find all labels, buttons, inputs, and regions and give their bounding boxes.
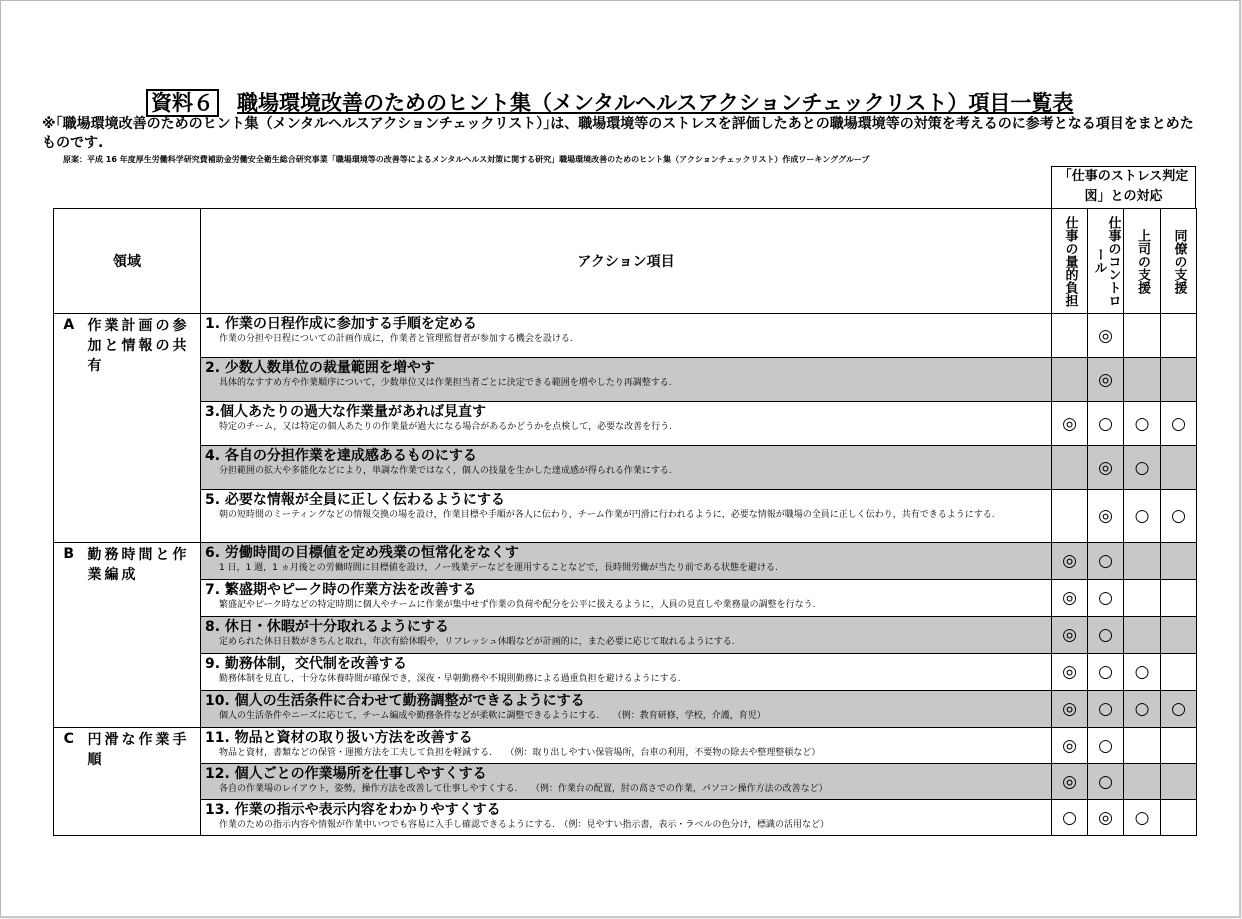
action-desc: 1 日，1 週，1 ヵ月後との労働時間に目標値を設け，ノー残業デーなどを運用することなどで，長時間労働が当たり前である状態を避ける. (219, 563, 778, 573)
table-row (54, 314, 1197, 358)
action-title: 7. 繁盛期やピーク時の作業方法を改善する (205, 582, 477, 598)
mark-peer (1161, 654, 1197, 691)
mark-control: ◎ (1088, 314, 1124, 358)
mark-workload (1052, 358, 1088, 402)
mark-control: ○ (1088, 617, 1124, 654)
domain-letter: C (54, 728, 84, 836)
action-item (201, 543, 1052, 580)
action-title: 13. 作業の指示や表示内容をわかりやすくする (205, 802, 501, 818)
mark-boss (1124, 314, 1161, 358)
domain-name: 勤務時間と作業編成 (84, 543, 201, 728)
mark-workload: ◎ (1052, 728, 1088, 764)
mark-peer (1161, 358, 1197, 402)
mark-workload: ◎ (1052, 402, 1088, 446)
mark-workload (1052, 446, 1088, 490)
mark-boss: ○ (1124, 654, 1161, 691)
mark-control: ○ (1088, 764, 1124, 800)
mark-boss: ○ (1124, 490, 1161, 543)
mark-boss (1124, 580, 1161, 617)
mark-peer: ○ (1161, 490, 1197, 543)
action-desc: 朝の短時間のミーティングなどの情報交換の場を設け，作業目標や手順が各人に伝わり，チーム作業が円滑に行われるように，必要な情報が職場の全員に正しく伝わり，共有できるようにする. (219, 510, 995, 520)
header-peer-label: 同僚の支援 (1171, 228, 1187, 294)
domain-letter: A (54, 314, 84, 543)
header-control (1088, 209, 1124, 314)
action-checklist-table (53, 208, 1197, 836)
header-row (54, 209, 1197, 314)
action-item (201, 691, 1052, 728)
action-item (201, 728, 1052, 764)
action-item (201, 617, 1052, 654)
action-title: 11. 物品と資材の取り扱い方法を改善する (205, 730, 473, 746)
action-desc: 各自の作業場のレイアウト，姿勢，操作方法を改善して仕事しやすくする. （例：作業台の配置，肘の高さでの作業，パソコン操作方法の改善など） (219, 784, 828, 794)
mark-control: ○ (1088, 543, 1124, 580)
title-box-label: 資料６ (146, 89, 219, 117)
domain-name: 作業計画の参加と情報の共有 (84, 314, 201, 543)
domain-name: 円滑な作業手順 (84, 728, 201, 836)
table-row (54, 490, 1197, 543)
table-row (54, 358, 1197, 402)
mark-control: ◎ (1088, 800, 1124, 836)
mark-boss: ○ (1124, 402, 1161, 446)
table-row (54, 764, 1197, 800)
table-row (54, 446, 1197, 490)
table-row (54, 617, 1197, 654)
table-row (54, 580, 1197, 617)
mark-peer (1161, 543, 1197, 580)
action-item (201, 490, 1052, 543)
action-desc: 物品と資材，書類などの保管・運搬方法を工夫して負担を軽減する. （例：取り出しやすい保管場所，台車の利用，不要物の除去や整理整頓など） (219, 748, 821, 758)
header-peer-support (1161, 209, 1197, 314)
action-item (201, 580, 1052, 617)
mark-peer (1161, 314, 1197, 358)
table-row (54, 402, 1197, 446)
action-desc: 具体的なすすめ方や作業順序について，少数単位又は作業担当者ごとに決定できる範囲を増やしたり再調整する. (219, 378, 672, 388)
mark-peer (1161, 764, 1197, 800)
action-item (201, 654, 1052, 691)
mark-peer (1161, 446, 1197, 490)
header-boss-support (1124, 209, 1161, 314)
action-item (201, 446, 1052, 490)
action-desc: 分担範囲の拡大や多能化などにより，単調な作業ではなく，個人の技量を生かした達成感が得られる作業にする. (219, 466, 672, 476)
domain-letter: B (54, 543, 84, 728)
action-item (201, 314, 1052, 358)
action-title: 5. 必要な情報が全員に正しく伝わるようにする (205, 492, 505, 508)
mark-control: ○ (1088, 402, 1124, 446)
mark-workload: ◎ (1052, 654, 1088, 691)
action-title: 6. 労働時間の目標値を定め残業の恒常化をなくす (205, 545, 519, 561)
action-item (201, 800, 1052, 836)
mark-workload (1052, 490, 1088, 543)
source-note: 原案：平成 16 年度厚生労働科学研究費補助金労働安全衛生総合研究事業「職場環境等の改善等によるメンタルヘルス対策に関する研究」職場環境改善のためのヒント集（アクションチェックリスト）作成ワーキンググループ (63, 155, 870, 164)
mark-peer: ○ (1161, 402, 1197, 446)
action-desc: 勤務体制を見直し，十分な休養時間が確保でき，深夜・早朝勤務や不規則勤務による過重負担を避けるようにする. (219, 674, 681, 684)
mark-boss: ○ (1124, 446, 1161, 490)
correspondence-header: 「仕事のストレス判定図」との対応 (1051, 166, 1196, 208)
header-workload-label: 仕事の量的負担 (1062, 215, 1078, 307)
header-action: アクション項目 (201, 209, 1052, 314)
table-row (54, 543, 1197, 580)
mark-peer (1161, 800, 1197, 836)
mark-workload: ◎ (1052, 691, 1088, 728)
table-row (54, 691, 1197, 728)
mark-peer: ○ (1161, 691, 1197, 728)
action-item (201, 358, 1052, 402)
mark-workload: ○ (1052, 800, 1088, 836)
action-desc: 作業の分担や日程についての計画作成に，作業者と管理監督者が参加する機会を設ける. (219, 334, 573, 344)
mark-control: ◎ (1088, 490, 1124, 543)
mark-boss: ○ (1124, 800, 1161, 836)
mark-workload: ◎ (1052, 580, 1088, 617)
mark-control: ◎ (1088, 358, 1124, 402)
action-title: 4. 各自の分担作業を達成感あるものにする (205, 448, 477, 464)
action-title: 2. 少数人数単位の裁量範囲を増やす (205, 360, 435, 376)
document-title (146, 87, 1073, 117)
mark-boss (1124, 617, 1161, 654)
intro-note: ※｢職場環境改善のためのヒント集（メンタルヘルスアクションチェックリスト）｣は、職場環境等のストレスを評価したあとの職場環境等の対策を考えるのに参考となる項目をまとめたものです. (42, 116, 1194, 151)
header-control-label: 仕事のコントロール (1091, 215, 1121, 307)
mark-workload: ◎ (1052, 543, 1088, 580)
mark-boss (1124, 543, 1161, 580)
action-desc: 特定のチーム，又は特定の個人あたりの作業量が過大になる場合があるかどうかを点検して，必要な改善を行う. (219, 422, 672, 432)
action-desc: 繁盛記やピーク時などの特定時期に個人やチームに作業が集中せず作業の負荷や配分を公平に扱えるように，人員の見直しや業務量の調整を行なう. (219, 600, 816, 610)
mark-control: ○ (1088, 654, 1124, 691)
action-title: 3.個人あたりの過大な作業量があれば見直す (205, 404, 487, 420)
mark-workload: ◎ (1052, 617, 1088, 654)
header-domain: 領域 (54, 209, 201, 314)
mark-peer (1161, 580, 1197, 617)
mark-control: ◎ (1088, 446, 1124, 490)
action-title: 12. 個人ごとの作業場所を仕事しやすくする (205, 766, 487, 782)
action-title: 10. 個人の生活条件に合わせて勤務調整ができるようにする (205, 693, 585, 709)
mark-control: ○ (1088, 580, 1124, 617)
action-desc: 個人の生活条件やニーズに応じて，チーム編成や勤務条件などが柔軟に調整できるようにする. （例：教育研修，学校，介護，育児） (219, 711, 766, 721)
mark-workload: ◎ (1052, 764, 1088, 800)
action-title: 9. 勤務体制，交代制を改善する (205, 656, 407, 672)
action-title: 8. 休日・休暇が十分取れるようにする (205, 619, 449, 635)
action-title: 1. 作業の日程作成に参加する手順を定める (205, 316, 477, 332)
mark-peer (1161, 617, 1197, 654)
table-row (54, 654, 1197, 691)
action-desc: 作業のための指示内容や情報が作業中いつでも容易に入手し確認できるようにする. （例：見やすい指示書，表示・ラベルの色分け，標識の活用など） (219, 820, 830, 830)
table-row (54, 800, 1197, 836)
mark-boss (1124, 764, 1161, 800)
mark-boss (1124, 728, 1161, 764)
mark-control: ○ (1088, 728, 1124, 764)
header-workload (1052, 209, 1088, 314)
mark-peer (1161, 728, 1197, 764)
header-boss-label: 上司の支援 (1135, 228, 1150, 294)
action-desc: 定められた休日日数がきちんと取れ，年次有給休暇や，リフレッシュ休暇などが計画的に，また必要に応じて取れるようにする. (219, 637, 735, 647)
action-item (201, 764, 1052, 800)
title-text: 職場環境改善のためのヒント集（メンタルヘルスアクションチェックリスト）項目一覧表 (237, 91, 1074, 115)
table-row (54, 728, 1197, 764)
mark-workload (1052, 314, 1088, 358)
action-item (201, 402, 1052, 446)
mark-boss: ○ (1124, 691, 1161, 728)
mark-control: ○ (1088, 691, 1124, 728)
mark-boss (1124, 358, 1161, 402)
